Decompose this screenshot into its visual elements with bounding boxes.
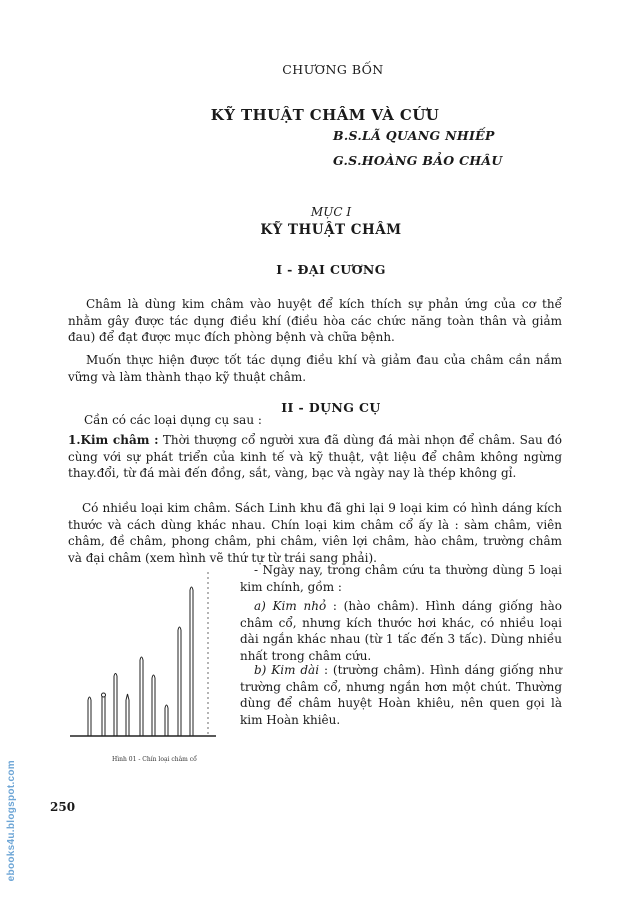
- section-title: KỸ THUẬT CHÂM: [260, 222, 402, 238]
- author-2: G.S.HOÀNG BẢO CHÂU: [333, 153, 503, 168]
- paragraph-8: [240, 662, 562, 728]
- paragraph-8-text: : (trường châm). Hình dáng giống như trường châm cổ, nhưng ngắn hơn một chút. Thường dùng để châm huyệt Hoàn khiêu, nên quen gọi là kim Hoàn khiêu.: [240, 663, 562, 727]
- paragraph-7-text: : (hào châm). Hình dáng giống hào châm cổ, nhưng kích thước hơi khác, có nhiều loại dài ngắn khác nhau (từ 1 tấc đến 3 tấc). Dùng nhiều nhất trong châm cứu.: [240, 599, 562, 663]
- paragraph-8-lead: b) Kim dài: [254, 663, 320, 677]
- paragraph-1: Châm là dùng kim châm vào huyệt để kích thích sự phản ứng của cơ thể nhằm gây được tác dụng điều khí (điều hòa các chức năng toàn thân và giảm đau) để đạt được mục đích phòng bệnh và chữa bệnh.: [68, 297, 562, 344]
- paragraph-7: [240, 598, 562, 664]
- needle-sam-cham: [88, 697, 91, 736]
- chapter-heading: CHƯƠNG BỐN: [282, 62, 384, 77]
- paragraph-6: - Ngày nay, trong châm cứu ta thường dùng 5 loại kim chính, gồm :: [240, 563, 562, 594]
- page-number: 250: [50, 800, 76, 814]
- paragraph-4: [68, 432, 562, 482]
- needle-phi-cham: [140, 657, 143, 736]
- paragraph-4-text: Thời thượng cổ người xưa đã dùng đá mài nhọn để châm. Sau đó cùng với sự phát triển của kinh tế và kỹ thuật, vật liệu để châm không ngừng thay.đổi, từ đá mài đến đồng, sắt, vàng, bạc và ngày nay là thép không gỉ.: [68, 433, 562, 480]
- needle-figure: [66, 568, 226, 748]
- paragraph-5: Có nhiều loại kim châm. Sách Linh khu đã ghi lại 9 loại kim có hình dáng kích thước và cách dùng khác nhau. Chín loại kim châm cổ ấy là : sàm châm, viên châm, đề châm, phong châm, phi châm, viên lợi châm, hào châm, trường châm và đại châm (xem hình vẽ thứ tự từ trái sang phải).: [68, 501, 562, 565]
- author-1: B.S.LÃ QUANG NHIẾP: [333, 128, 495, 143]
- paragraph-7-lead: a) Kim nhỏ: [254, 599, 327, 613]
- needle-truong-cham: [178, 627, 181, 736]
- needle-phong-cham: [126, 694, 129, 736]
- heading-dung-cu: II - DỤNG CỤ: [281, 400, 381, 415]
- needle-hao-cham: [165, 705, 168, 736]
- chapter-title: KỸ THUẬT CHÂM VÀ CỨU: [210, 106, 440, 124]
- needle-dai-cham: [190, 587, 193, 736]
- paragraph-4-lead: 1.Kim châm :: [68, 433, 159, 447]
- heading-dai-cuong: I - ĐẠI CƯƠNG: [276, 262, 386, 277]
- section-label: MỤC I: [310, 205, 352, 219]
- needle-de-cham: [114, 674, 117, 737]
- needle-vien-loi-cham: [152, 675, 155, 736]
- paragraph-3: Cần có các loại dụng cụ sau :: [84, 413, 262, 427]
- watermark-url: ebooks4u.blogspot.com: [6, 760, 17, 882]
- needle-vien-cham: [102, 693, 106, 736]
- paragraph-2: Muốn thực hiện được tốt tác dụng điều khí và giảm đau của châm cần nắm vững và làm thành thạo kỹ thuật châm.: [68, 353, 562, 384]
- figure-caption: Hình 01 - Chín loại châm cổ: [112, 756, 197, 763]
